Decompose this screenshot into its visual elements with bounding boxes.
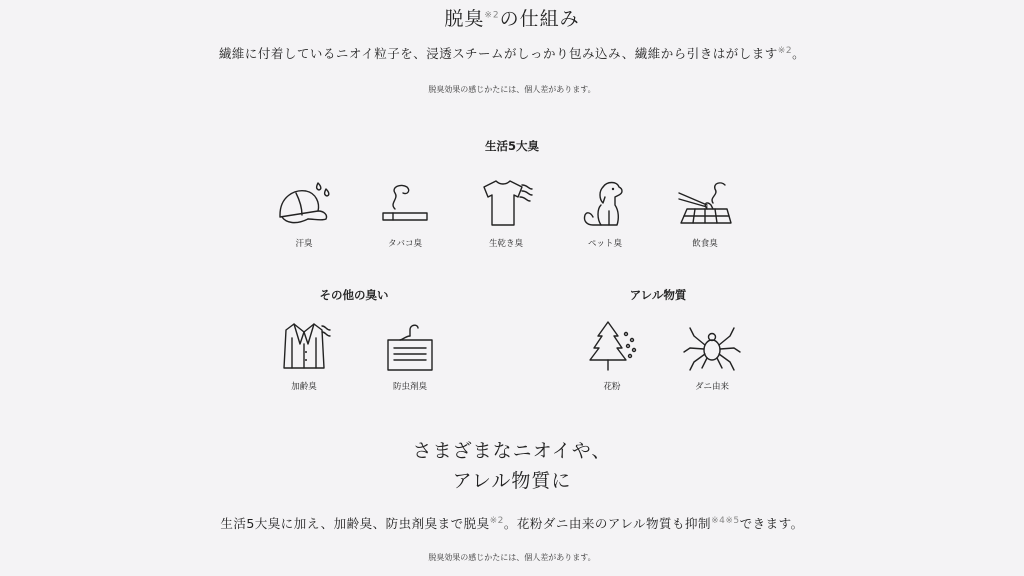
cap-icon xyxy=(272,175,336,231)
allergen-label: ダニ由来 xyxy=(694,382,729,392)
odor-item-mothball xyxy=(360,318,460,392)
disclaimer-top: 脱臭効果の感じかたには、個人差があります。 xyxy=(428,85,596,94)
allergen-item-pollen xyxy=(562,318,662,392)
summary-footnote2: ※4※5 xyxy=(711,515,740,526)
tree-pollen-icon xyxy=(580,318,644,374)
allergen-item-mite xyxy=(662,318,762,392)
odor-item-pet xyxy=(555,175,655,249)
hanger-bag-icon xyxy=(378,318,442,374)
odor-label: 加齢臭 xyxy=(291,382,317,392)
odor-label: 飲食臭 xyxy=(692,239,718,249)
odor-label: ペット臭 xyxy=(587,239,622,249)
odor-label: タバコ臭 xyxy=(388,239,422,249)
allergen-label: 花粉 xyxy=(603,382,621,392)
odor-label: 生乾き臭 xyxy=(488,239,523,249)
odor-item-tobacco xyxy=(355,175,455,249)
odor-item-aging xyxy=(254,318,354,392)
summary-body-c: できます。 xyxy=(739,516,804,531)
lead-body: 繊維に付着しているニオイ粒子を、浸透スチームがしっかり包み込み、繊維から引きはがします xyxy=(218,46,778,61)
lead-footnote: ※2 xyxy=(777,45,793,56)
grill-icon xyxy=(673,175,737,231)
odor-item-sweat xyxy=(254,175,354,249)
summary-body xyxy=(0,514,1024,532)
dog-icon xyxy=(573,175,637,231)
title-text: 脱臭 xyxy=(444,8,485,30)
odor-label: 汗臭 xyxy=(295,239,313,249)
lead-end: 。 xyxy=(792,46,806,61)
life-odors-heading: 生活5大臭 xyxy=(484,139,539,153)
cigarette-icon xyxy=(373,175,437,231)
lead-text xyxy=(0,44,1024,62)
summary-body-a: 生活5大臭に加え、加齢臭、防虫剤臭まで脱臭 xyxy=(220,516,490,531)
summary-body-b: 。花粉ダニ由来のアレル物質も抑制 xyxy=(503,516,712,531)
page-title xyxy=(0,4,1024,31)
summary-heading xyxy=(0,436,1024,496)
mite-icon xyxy=(680,318,744,374)
jacket-icon xyxy=(272,318,336,374)
odor-item-food xyxy=(655,175,755,249)
disclaimer-bottom: 脱臭効果の感じかたには、個人差があります。 xyxy=(428,553,596,562)
title-suffix: の仕組み xyxy=(499,8,580,30)
other-odors-heading: その他の臭い xyxy=(319,288,389,302)
summary-line2: アレル物質に xyxy=(452,470,572,492)
odor-item-damp xyxy=(456,175,556,249)
odor-label: 防虫剤臭 xyxy=(392,382,427,392)
tshirt-icon xyxy=(474,175,538,231)
summary-footnote1: ※2 xyxy=(489,515,504,526)
title-footnote: ※2 xyxy=(484,10,500,21)
allergens-heading: アレル物質 xyxy=(629,288,687,302)
summary-line1: さまざまなニオイや、 xyxy=(412,440,612,462)
